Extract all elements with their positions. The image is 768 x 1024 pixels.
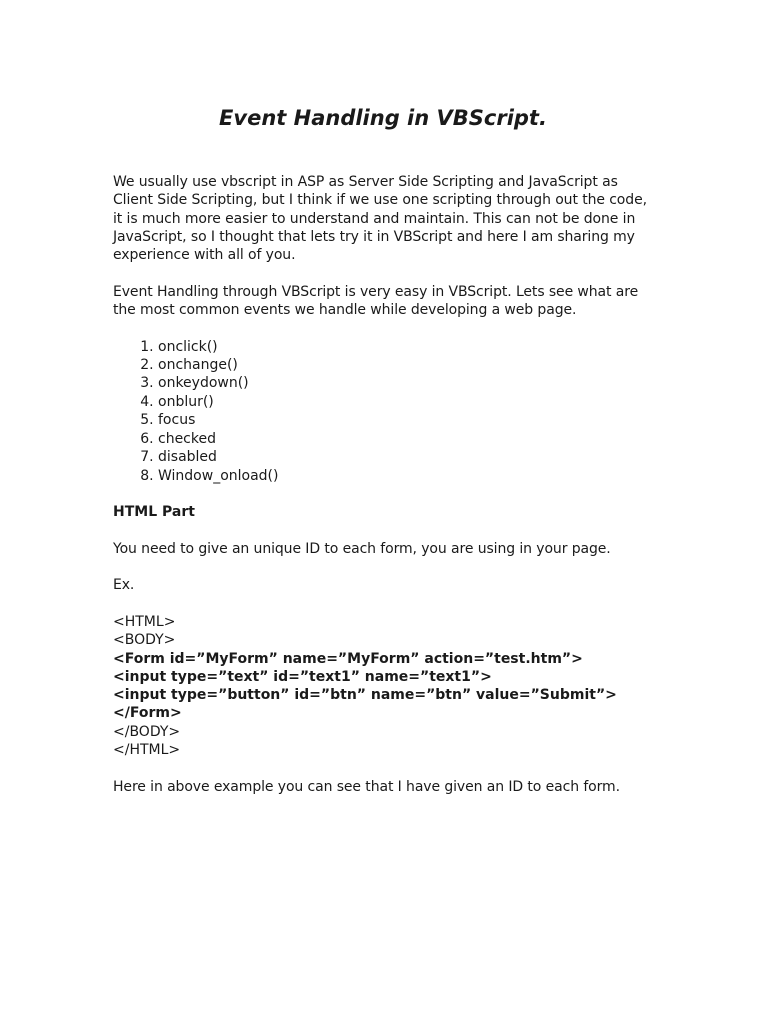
- code-line: <input type=”text” id=”text1” name=”text1”>: [113, 668, 492, 685]
- list-item: 8. Window_onload(): [158, 467, 653, 485]
- events-paragraph: Event Handling through VBScript is very easy in VBScript. Lets see what are the most common events we handle while developing a web page.: [113, 283, 639, 319]
- list-item: 7. disabled: [158, 448, 653, 466]
- code-line: <HTML>: [113, 614, 176, 630]
- list-item: 5. focus: [158, 411, 653, 429]
- document-title: Event Handling in VBScript.: [219, 106, 547, 130]
- code-line: </BODY>: [113, 723, 181, 740]
- list-item: 2. onchange(): [158, 356, 653, 374]
- code-line: </HTML>: [113, 742, 181, 759]
- document-page: [113, 104, 653, 814]
- code-line: <input type=”button” id=”btn” name=”btn” value=”Submit”>: [113, 687, 617, 704]
- list-item: 1. onclick(): [158, 338, 653, 356]
- code-example: [113, 613, 653, 759]
- html-part-paragraph: You need to give an unique ID to each form, you are using in your page.: [113, 540, 611, 557]
- code-line: </Form>: [113, 705, 182, 722]
- list-item: 4. onblur(): [158, 393, 653, 411]
- events-list: [113, 338, 653, 485]
- html-part-heading: HTML Part: [113, 504, 195, 521]
- example-label: Ex.: [113, 577, 135, 594]
- list-item: 6. checked: [158, 430, 653, 448]
- list-item: 3. onkeydown(): [158, 374, 653, 392]
- code-line: <Form id=”MyForm” name=”MyForm” action=”test.htm”>: [113, 650, 583, 667]
- intro-paragraph: We usually use vbscript in ASP as Server Side Scripting and JavaScript as Client Side Scripting, but I think if we use one scripting through out the code, it is much more easier to understand and maintain. This can not be done in JavaScript, so I thought that lets try it in VBScript and here I am sharing my experience with all of you.: [113, 174, 647, 264]
- code-line: <BODY>: [113, 632, 176, 649]
- closing-paragraph: Here in above example you can see that I have given an ID to each form.: [113, 778, 620, 795]
